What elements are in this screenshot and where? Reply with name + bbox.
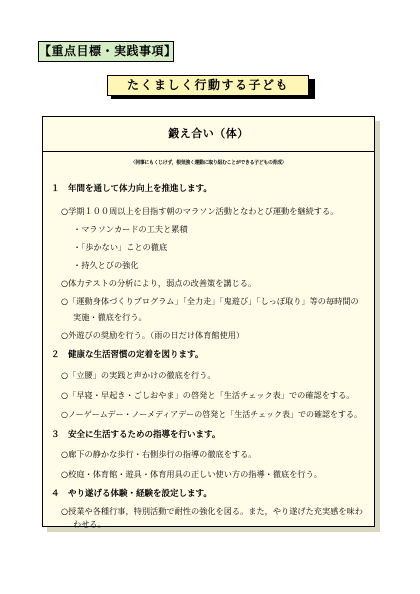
list-item: わせる。 xyxy=(73,519,106,529)
list-item: ○「運動身体づくりプログラム」「全力走」「鬼遊び」「しっぽ取り」等の毎時間の xyxy=(61,296,359,306)
heading-divider xyxy=(43,151,374,152)
list-item: ・マラソンカードの工夫と累積 xyxy=(73,224,188,234)
section-4-heading: ４ やり遂げる体験・経験を設定します。 xyxy=(51,489,212,499)
section-1-heading: １ 年間を通して体力向上を推進します。 xyxy=(51,184,212,194)
list-item: ○廊下の静かな歩行・右側歩行の指導の徹底をする。 xyxy=(61,449,257,459)
list-item: ・持久とびの強化 xyxy=(73,260,139,270)
list-item: ○学期１００周以上を目指す朝のマラソン活動となわとび運動を継続する。 xyxy=(61,206,339,216)
list-item: 実施・徹底を行う。 xyxy=(73,312,147,322)
section-2-heading: ２ 健康な生活習慣の定着を図ります。 xyxy=(51,350,204,360)
list-item: ・「歩かない」ことの徹底 xyxy=(73,242,168,252)
section-3-heading: ３ 安全に生活するための指導を行います。 xyxy=(51,430,221,440)
header-tag: 【重点目標・実践事項】 xyxy=(38,41,174,62)
list-item: ○「立腰」の実践と声かけの徹底を行う。 xyxy=(61,370,216,380)
list-item: ○体力テストの分析により，弱点の改善策を講じる。 xyxy=(61,278,257,288)
motto: 〈何事にもくじけず，根気強く運動に取り組むことができる子どもの育成〉 xyxy=(130,160,287,166)
list-item: ○校庭・体育館・遊具・体育用具の正しい使い方の指導・徹底を行う。 xyxy=(61,469,322,479)
page-title: たくましく行動する子ども xyxy=(107,75,309,96)
main-box xyxy=(42,116,375,527)
list-item: ○「早寝・早起き・ごしおやま」の啓発と「生活チェック表」での確認をする。 xyxy=(61,390,355,400)
list-item: ○ノーゲームデー・ノーメディアデーの啓発と「生活チェック表」での確認をする。 xyxy=(61,410,363,419)
section-heading: 鍛え合い（体） xyxy=(168,127,249,140)
list-item: ○外遊びの奨励を行う。（雨の日だけ体育館使用） xyxy=(61,330,245,340)
list-item: ○授業や各種行事，特別活動で耐性の強化を図る。また，やり遂げた充実感を味わ xyxy=(61,506,363,516)
